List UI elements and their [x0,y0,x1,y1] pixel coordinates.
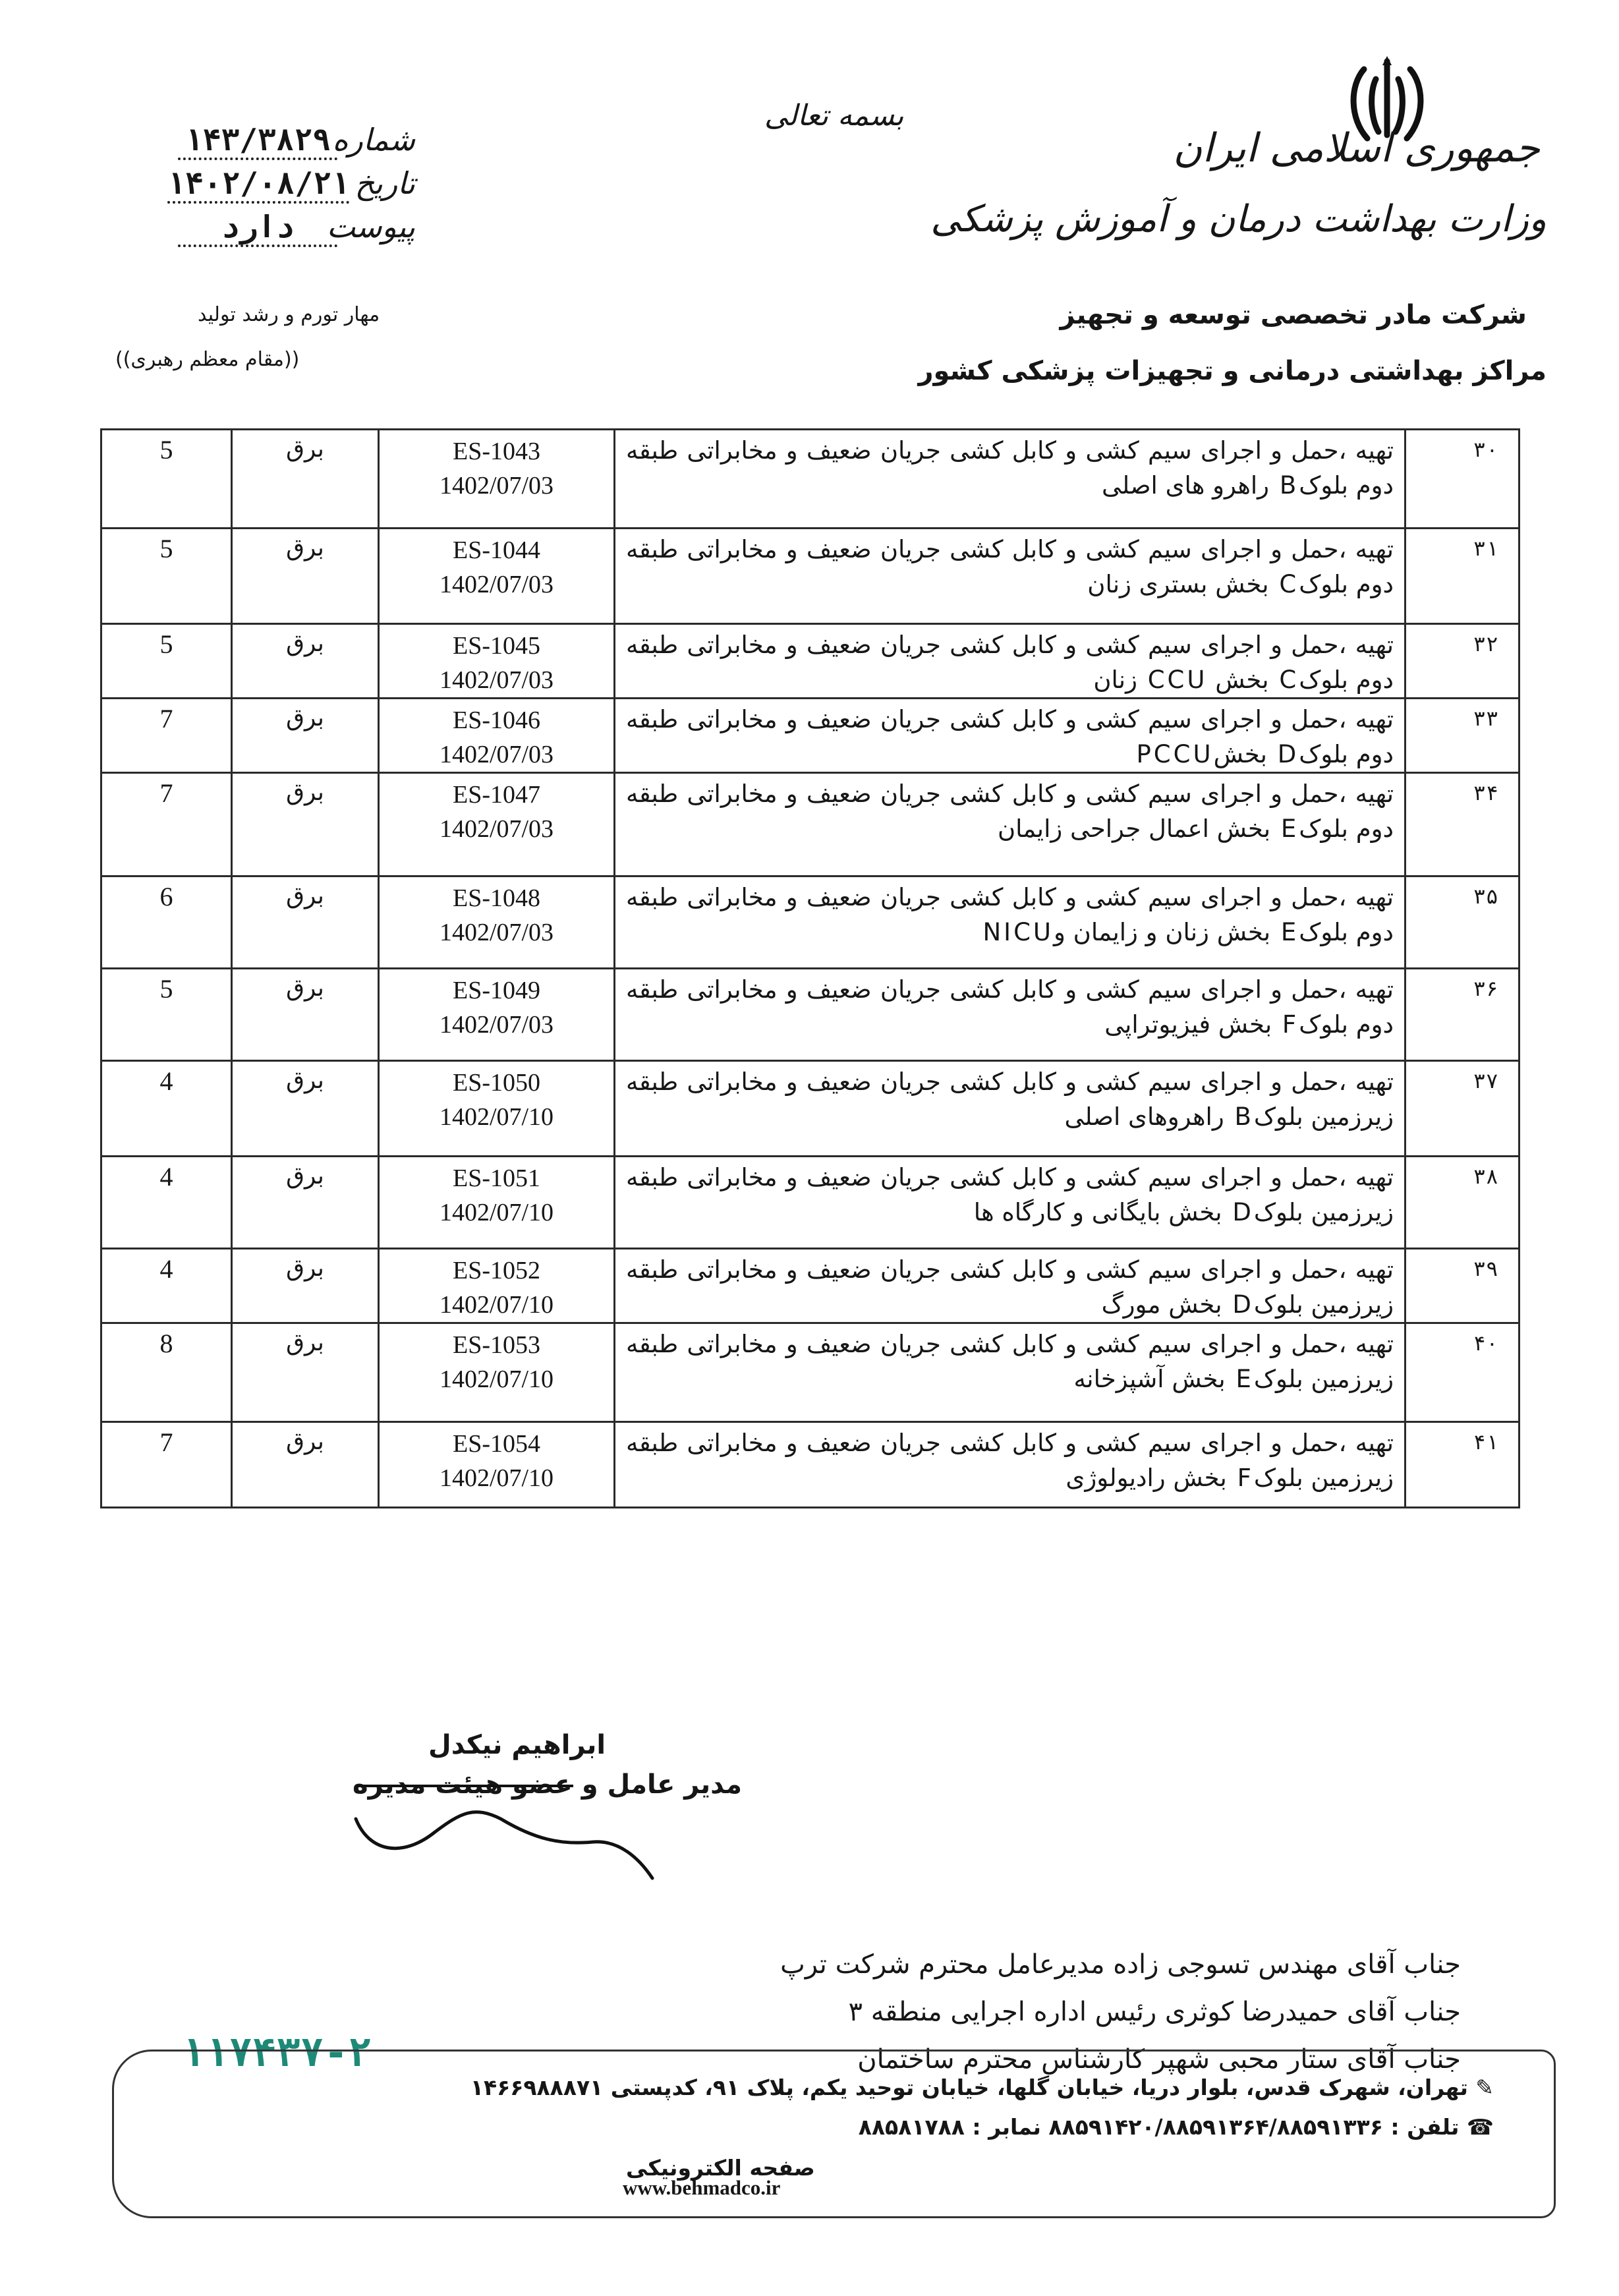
table-row [101,1061,1520,1157]
cell-row-number: ۴۱ [1406,1422,1520,1508]
company-name-line2: مراکز بهداشتی درمانی و تجهیزات پزشکی کشور [918,356,1547,386]
cell-type: برق [232,1422,379,1508]
cell-code-date: 1402/07/03 [439,1011,554,1039]
meta-attachment-label: پیوست [326,209,415,244]
cell-description: تهیه ،حمل و اجرای سیم کشی و کابل کشی جریان ضعیف و مخابراتی طبقه دوم بلوکE بخش زنان و زایمان وNICU [615,876,1406,969]
cell-code [379,1323,615,1422]
table-row [101,969,1520,1061]
cell-code [379,529,615,624]
cell-code [379,969,615,1061]
table-row [101,1422,1520,1508]
cell-type: برق [232,529,379,624]
cell-row-number: ۳۴ [1406,773,1520,876]
cell-description: تهیه ،حمل و اجرای سیم کشی و کابل کشی جریان ضعیف و مخابراتی طبقه زیرزمین بلوکF بخش رادیولوژی [615,1422,1406,1508]
company-name-line1: شرکت مادر تخصصی توسعه و تجهیز [1060,300,1527,330]
cell-code-date: 1402/07/03 [439,571,554,598]
cell-row-number: ۳۲ [1406,624,1520,699]
cell-code-date: 1402/07/03 [439,741,554,768]
cell-row-number: ۳۱ [1406,529,1520,624]
cell-code-number: ES-1047 [453,781,540,809]
cell-type: برق [232,773,379,876]
cell-code-date: 1402/07/03 [439,815,554,843]
cell-code-date: 1402/07/10 [439,1103,554,1131]
footer-address: ✎ تهران، شهرک قدس، بلوار دریا، خیابان گلها، خیابان توحید یکم، پلاک ۹۱، کدپستی ۱۴۶۶۹۸۸۸۷۱ [470,2075,1494,2100]
footer-website-link[interactable]: www.behmadco.ir [623,2176,781,2199]
signatory-name: ابراهیم نیکدل [428,1730,606,1760]
signatory-title: مدیر عامل و عضو هیئت مدیره [353,1769,743,1800]
cell-type: برق [232,1323,379,1422]
cell-code [379,1249,615,1323]
cell-quantity: 5 [101,624,232,699]
meta-date-value: ۱۴۰۲/۰۸/۲۱ [167,165,350,204]
pen-icon: ✎ [1467,2075,1494,2100]
cell-code [379,773,615,876]
cell-type: برق [232,624,379,699]
cell-description: تهیه ،حمل و اجرای سیم کشی و کابل کشی جریان ضعیف و مخابراتی طبقه دوم بلوکC بخش CCU زنان [615,624,1406,699]
cell-code-number: ES-1043 [453,438,540,465]
cell-row-number: ۳۷ [1406,1061,1520,1157]
cell-code [379,430,615,529]
cell-type: برق [232,876,379,969]
cell-code-number: ES-1053 [453,1331,540,1359]
cell-quantity: 7 [101,699,232,773]
table-row [101,876,1520,969]
cell-description: تهیه ،حمل و اجرای سیم کشی و کابل کشی جریان ضعیف و مخابراتی طبقه دوم بلوکD بخشPCCU [615,699,1406,773]
cell-quantity: 4 [101,1249,232,1323]
cell-code [379,1061,615,1157]
cell-code-date: 1402/07/03 [439,666,554,694]
table-row [101,1249,1520,1323]
cell-quantity: 5 [101,430,232,529]
cell-row-number: ۳۵ [1406,876,1520,969]
meta-number-value: ۱۴۳/۳۸۲۹ [178,122,337,160]
table-row [101,529,1520,624]
cell-code-number: ES-1050 [453,1069,540,1097]
cell-quantity: 7 [101,1422,232,1508]
ministry-name-line1: جمهوری اسلامی ایران [1173,125,1540,171]
cell-code-number: ES-1054 [453,1430,540,1458]
cell-quantity: 8 [101,1323,232,1422]
cell-code [379,1422,615,1508]
meta-attachment-row [178,209,415,252]
cell-code-date: 1402/07/03 [439,472,554,500]
cell-type: برق [232,1157,379,1249]
cell-code [379,624,615,699]
cell-type: برق [232,699,379,773]
recipient-line: جناب آقای حمیدرضا کوثری رئیس اداره اجرایی منطقه ۳ [848,1997,1461,2027]
cell-row-number: ۳۹ [1406,1249,1520,1323]
table-row [101,773,1520,876]
cell-type: برق [232,969,379,1061]
cell-code [379,699,615,773]
table-row [101,699,1520,773]
cell-type: برق [232,1061,379,1157]
meta-number-label: شماره [332,122,415,158]
items-table [100,428,1498,1508]
cell-description: تهیه ،حمل و اجرای سیم کشی و کابل کشی جریان ضعیف و مخابراتی طبقه زیرزمین بلوکD بخش مورگ [615,1249,1406,1323]
table-row [101,1157,1520,1249]
cell-type: برق [232,430,379,529]
cell-row-number: ۳۸ [1406,1157,1520,1249]
cell-code-date: 1402/07/10 [439,1464,554,1492]
cell-code-number: ES-1051 [453,1164,540,1192]
cell-code-number: ES-1048 [453,884,540,912]
cell-code [379,1157,615,1249]
bismillah-heading: بسمه تعالی [764,99,904,132]
cell-description: تهیه ،حمل و اجرای سیم کشی و کابل کشی جریان ضعیف و مخابراتی طبقه دوم بلوکB راهرو های اصلی [615,430,1406,529]
letter-meta [167,122,415,252]
cell-code-number: ES-1052 [453,1257,540,1284]
cell-quantity: 7 [101,773,232,876]
cell-row-number: ۴۰ [1406,1323,1520,1422]
meta-date-row [167,165,415,209]
cell-description: تهیه ،حمل و اجرای سیم کشی و کابل کشی جریان ضعیف و مخابراتی طبقه دوم بلوکE بخش اعمال جراحی زایمان [615,773,1406,876]
cell-quantity: 4 [101,1061,232,1157]
cell-code-date: 1402/07/10 [439,1199,554,1226]
cell-description: تهیه ،حمل و اجرای سیم کشی و کابل کشی جریان ضعیف و مخابراتی طبقه دوم بلوکF بخش فیزیوتراپی [615,969,1406,1061]
cell-code-number: ES-1049 [453,977,540,1004]
cell-code-date: 1402/07/03 [439,919,554,946]
table-row [101,624,1520,699]
meta-attachment-value: دارد [178,209,337,247]
cell-quantity: 6 [101,876,232,969]
handwritten-signature-icon [343,1779,659,1885]
footer-phone: ☎ تلفن : ۸۸۵۹۱۴۲۰/۸۸۵۹۱۳۶۴/۸۸۵۹۱۳۳۶ نمابر : ۸۸۵۸۱۷۸۸ [858,2114,1494,2140]
cell-type: برق [232,1249,379,1323]
cell-code-date: 1402/07/10 [439,1365,554,1393]
slogan-attribution: ((مقام معظم رهبری)) [115,348,300,371]
table-row [101,430,1520,529]
cell-code-number: ES-1044 [453,536,540,564]
table-row [101,1323,1520,1422]
ministry-name-line2: وزارت بهداشت درمان و آموزش پزشکی [930,198,1547,241]
phone-icon: ☎ [1459,2114,1494,2140]
cell-code-number: ES-1045 [453,632,540,660]
cell-quantity: 5 [101,529,232,624]
meta-date-label: تاریخ [355,165,415,201]
cell-description: تهیه ،حمل و اجرای سیم کشی و کابل کشی جریان ضعیف و مخابراتی طبقه زیرزمین بلوکE بخش آشپزخانه [615,1323,1406,1422]
slogan-text: مهار تورم و رشد تولید [198,303,380,326]
recipient-line: جناب آقای ستار محبی شهپر کارشناس محترم ساختمان [857,2044,1461,2075]
cell-row-number: ۳۶ [1406,969,1520,1061]
cell-code-number: ES-1046 [453,706,540,734]
footer-web-label: صفحه الکترونیکی [626,2155,815,2181]
cell-description: تهیه ،حمل و اجرای سیم کشی و کابل کشی جریان ضعیف و مخابراتی طبقه دوم بلوکC بخش بستری زنان [615,529,1406,624]
cell-description: تهیه ،حمل و اجرای سیم کشی و کابل کشی جریان ضعیف و مخابراتی طبقه زیرزمین بلوکB راهروهای اصلی [615,1061,1406,1157]
meta-number-row [178,122,415,165]
cell-row-number: ۳۰ [1406,430,1520,529]
recipient-line: جناب آقای مهندس تسوجی زاده مدیرعامل محترم شرکت ترپ [780,1949,1461,1980]
cell-quantity: 5 [101,969,232,1061]
handwritten-reference-number: ۱۱۷۴۳۷-۲ [181,2030,372,2076]
cell-code [379,876,615,969]
cell-code-date: 1402/07/10 [439,1291,554,1319]
cell-row-number: ۳۳ [1406,699,1520,773]
cell-description: تهیه ،حمل و اجرای سیم کشی و کابل کشی جریان ضعیف و مخابراتی طبقه زیرزمین بلوکD بخش بایگانی و کارگاه ها [615,1157,1406,1249]
cell-quantity: 4 [101,1157,232,1249]
